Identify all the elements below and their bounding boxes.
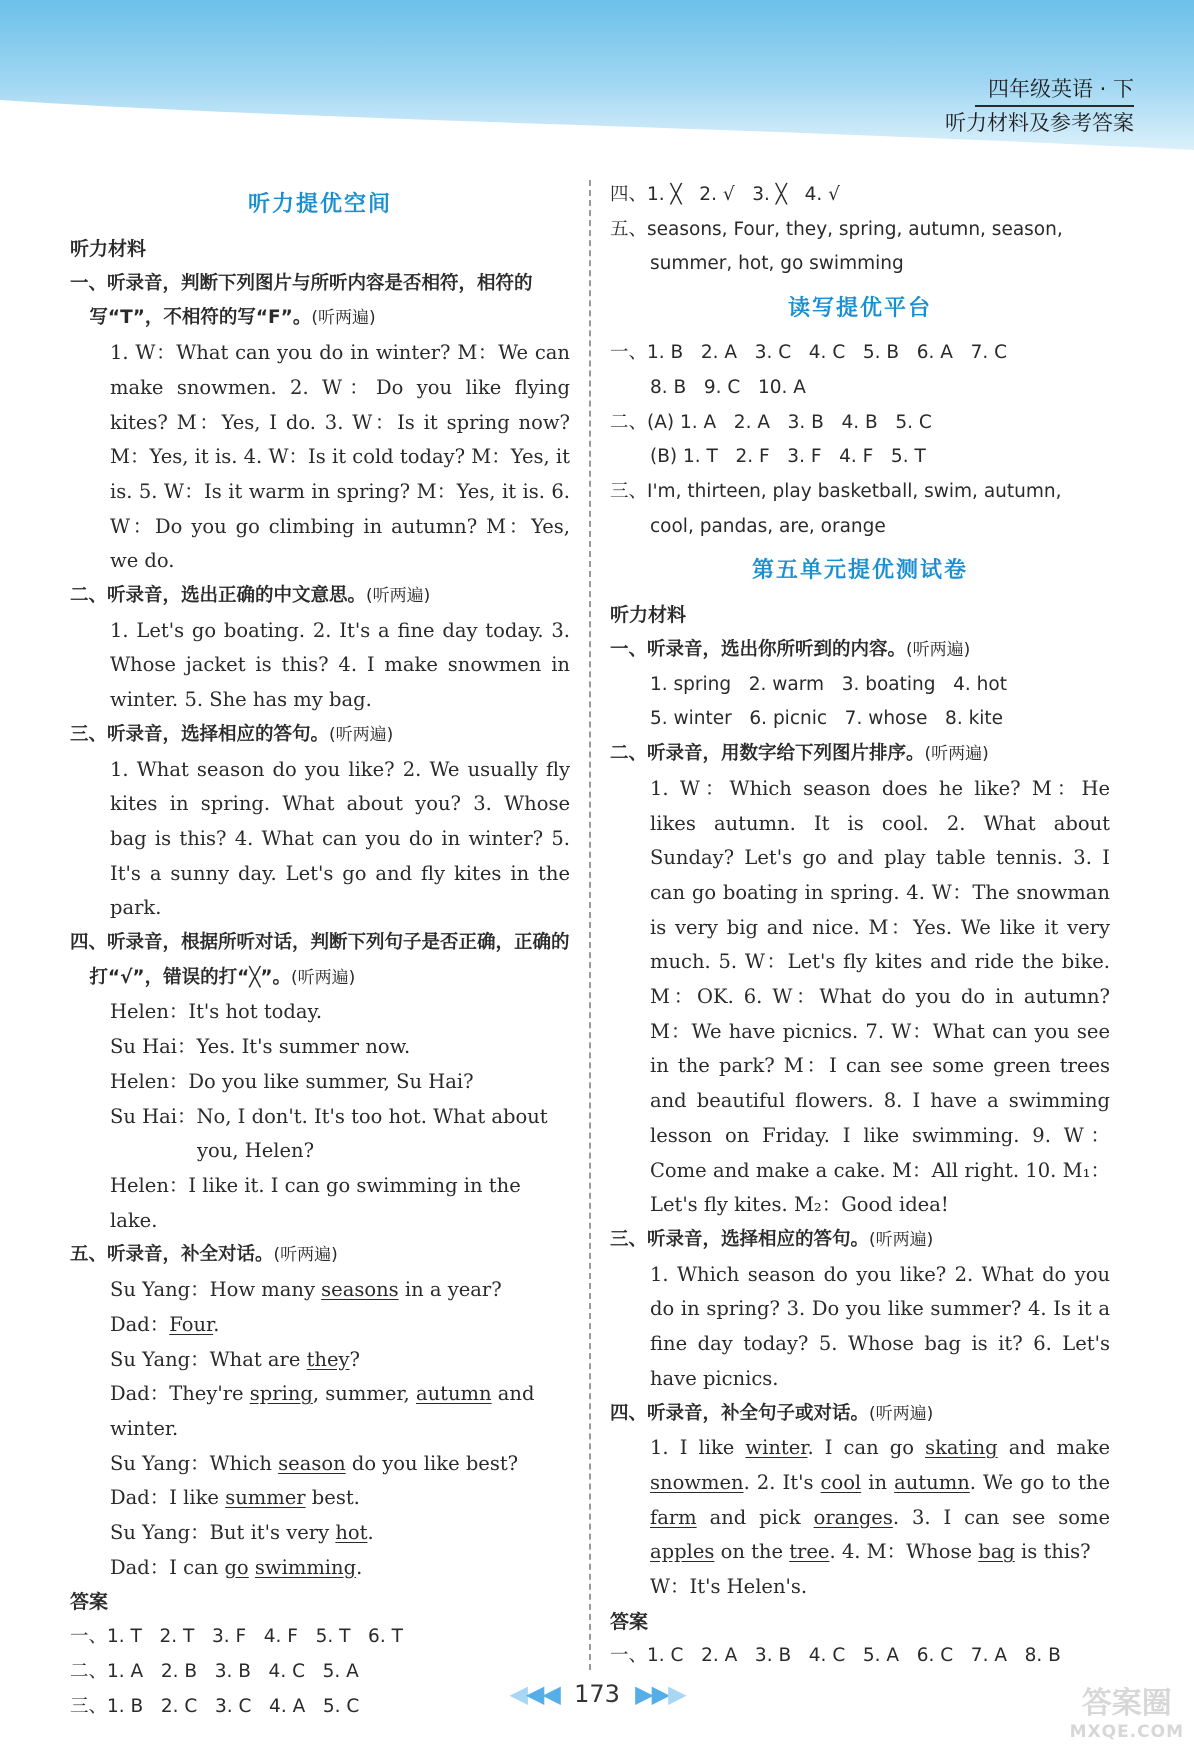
section-title: 听力提优空间: [247, 192, 392, 217]
question-text: 1. What season do you like? 2. We usually fly kites in spring. What about you? 3. Whose bag is this? 4. What can you do in winter? 5. It's a sunny day. Let's go and fly kites in the park.: [110, 757, 570, 920]
answer-blank: seasons: [321, 1278, 399, 1302]
dialogue-line: Su Hai：No, I don't. It's too hot. What about: [110, 1104, 548, 1128]
dialogue-line: Su Hai：Yes. It's summer now.: [110, 1035, 411, 1059]
dialogue-line: Su Yang：Which season do you like best?: [110, 1451, 519, 1475]
question-heading: 一、听录音，判断下列图片与所听内容是否相符，相符的写“T”，不相符的写“F”。(听两遍): [70, 272, 533, 329]
question-heading: 三、听录音，选择相应的答句。(听两遍): [70, 723, 394, 745]
question-heading: 四、听录音，补全句子或对话。(听两遍): [610, 1402, 934, 1424]
question-text: 1. spring 2. warm 3. boating 4. hot: [650, 673, 1007, 695]
dialogue-line: Dad：They're spring, summer, autumn and winter.: [110, 1382, 535, 1440]
prev-arrow-icon: ◀: [509, 1680, 526, 1708]
question-text: 1. W：Which season does he like? M：He likes autumn. It is cool. 2. What about Sunday? Let's go and play table tennis. 3. I can go boating in spring. 4. W：The snowman is very big and nice. M：Yes. We like it very much. 5. W：Let's fly kites and ride the bike. M：OK. 6. W：What do you do in autumn? M：We have picnics. 7. W：What can you see in the park? M：I can see some green trees and beautiful flowers. 8. I have a swimming lesson on Friday. I like swimming. 9. W：Come and make a cake. M：All right. 10. M₁：Let's fly kites. M₂：Good idea!: [650, 776, 1110, 1217]
answer-blank: summer: [225, 1486, 306, 1510]
page-number: 173: [574, 1680, 620, 1708]
answer-blank: go: [224, 1555, 249, 1579]
dialogue-line: Su Yang：How many seasons in a year?: [110, 1278, 502, 1302]
fill-text: 1. I like winter. I can go skating and make snowmen. 2. It's cool in autumn. We go to the farm and pick oranges. 3. I can see some apples on the tree. 4. M：Whose bag is this? W：It's Helen's.: [610, 1431, 1110, 1605]
dialogue-line: Dad：I can go swimming.: [110, 1555, 363, 1579]
answer-row: summer, hot, go swimming: [650, 253, 904, 275]
answer-row: cool, pandas, are, orange: [650, 515, 886, 537]
book-title-line1: 四年级英语 · 下: [987, 77, 1134, 101]
question-heading: 五、听录音，补全对话。(听两遍): [70, 1244, 338, 1266]
answers-label: 答案: [610, 1610, 649, 1633]
answer-row: 一、1. B 2. A 3. C 4. C 5. B 6. A 7. C: [610, 342, 1008, 364]
question-text: 1. Let's go boating. 2. It's a fine day today. 3. Whose jacket is this? 4. I make snowmen in winter. 5. She has my bag.: [110, 618, 570, 712]
watermark-logo: 答案圈: [1081, 1686, 1172, 1721]
page-footer: [0, 1680, 1194, 1708]
answer-blank: autumn: [894, 1470, 970, 1494]
prev-arrow-icon: ◀◀: [525, 1680, 559, 1708]
dialogue-line: Su Yang：But it's very hot.: [110, 1521, 374, 1545]
answer-blank: tree: [789, 1540, 830, 1564]
dialogue: [70, 995, 570, 1238]
materials-label: 听力材料: [70, 238, 147, 260]
answer-blank: autumn: [415, 1382, 492, 1406]
dialogue-line: Su Yang：What are they?: [110, 1347, 361, 1371]
answer-blank: oranges: [813, 1505, 893, 1529]
question-text: 1. Which season do you like? 2. What do you do in spring? 3. Do you like summer? 4. Is it a fine day today? 5. Whose bag is it? 6. Let's have picnics.: [650, 1262, 1110, 1390]
section-title: 第五单元提优测试卷: [751, 558, 968, 584]
watermark: [1069, 1686, 1184, 1746]
left-column: [70, 178, 570, 1724]
dialogue-line: Dad：I like summer best.: [110, 1486, 360, 1510]
section-title: 读写提优平台: [787, 296, 932, 322]
answer-blank: they: [306, 1347, 350, 1371]
watermark-url: MXQE.COM: [1069, 1722, 1184, 1742]
question-heading: 二、听录音，用数字给下列图片排序。(听两遍): [610, 743, 989, 765]
fill-dialogue: [70, 1273, 570, 1585]
answer-blank: bag: [978, 1540, 1015, 1564]
answer-blank: cool: [820, 1470, 862, 1494]
book-title-line2: 听力材料及参考答案: [945, 111, 1134, 135]
answer-blank: spring: [249, 1382, 313, 1406]
answer-row: (B) 1. T 2. F 3. F 4. F 5. T: [650, 446, 926, 468]
dialogue-line: Helen：It's hot today.: [110, 1000, 323, 1024]
question-text: 1. W：What can you do in winter? M：We can make snowmen. 2. W：Do you like flying kites? M：Yes, I do. 3. W：Is it spring now? M：Yes, it is. 4. W：Is it cold today? M：Yes, it is. 5. W：Is it warm in spring? M：Yes, it is. 6. W：Do you go climbing in autumn? M：Yes, we do.: [110, 341, 570, 573]
question-heading: 三、听录音，选择相应的答句。(听两遍): [610, 1228, 934, 1250]
answer-blank: apples: [650, 1540, 715, 1564]
materials-label: 听力材料: [610, 604, 687, 627]
next-arrow-icon: ▶▶: [635, 1680, 669, 1708]
answer-row: 8. B 9. C 10. A: [650, 376, 806, 398]
question-heading: 二、听录音，选出正确的中文意思。(听两遍): [70, 585, 431, 607]
answer-blank: skating: [925, 1436, 998, 1460]
answer-row: 五、seasons, Four, they, spring, autumn, season,: [610, 218, 1063, 240]
dialogue-line: Helen：I like it. I can go swimming in the lake.: [110, 1173, 521, 1232]
answer-blank: swimming: [254, 1555, 357, 1579]
dialogue-line: Helen：Do you like summer, Su Hai?: [110, 1069, 474, 1093]
answer-row: 二、1. A 2. B 3. B 4. C 5. A: [70, 1660, 359, 1682]
answer-blank: farm: [650, 1505, 697, 1529]
dialogue-line: W：It's Helen's.: [650, 1575, 808, 1599]
answer-blank: hot: [335, 1521, 368, 1545]
dialogue-line: you, Helen?: [197, 1139, 315, 1163]
answer-row: 三、I'm, thirteen, play basketball, swim, autumn,: [610, 480, 1062, 502]
question-heading: 一、听录音，选出你所听到的内容。(听两遍): [610, 639, 971, 661]
answer-blank: Four: [169, 1312, 214, 1336]
answer-row: 一、1. T 2. T 3. F 4. F 5. T 6. T: [70, 1626, 403, 1648]
dialogue-line: Dad：Four.: [110, 1312, 220, 1336]
column-divider: [589, 180, 591, 1670]
answer-row: 四、1. ╳ 2. √ 3. ╳ 4. √: [610, 184, 840, 205]
answer-row: 三、1. B 2. C 3. C 4. A 5. C: [70, 1695, 360, 1717]
right-column: [610, 178, 1110, 1674]
book-title: [945, 74, 1134, 138]
answers-label: 答案: [70, 1591, 109, 1614]
answer-blank: season: [278, 1451, 346, 1475]
answer-blank: snowmen: [650, 1470, 744, 1494]
answer-row: 一、1. C 2. A 3. B 4. C 5. A 6. C 7. A 8. B: [610, 1645, 1061, 1667]
next-arrow-icon: ▶: [668, 1680, 685, 1708]
title-rule: [975, 105, 1134, 107]
answer-blank: winter: [745, 1436, 808, 1460]
question-heading: 四、听录音，根据所听对话，判断下列句子是否正确，正确的打“√”，错误的打“╳”。(听两遍): [70, 932, 570, 988]
question-text: 5. winter 6. picnic 7. whose 8. kite: [650, 708, 1004, 730]
answer-row: 二、(A) 1. A 2. A 3. B 4. B 5. C: [610, 411, 932, 433]
